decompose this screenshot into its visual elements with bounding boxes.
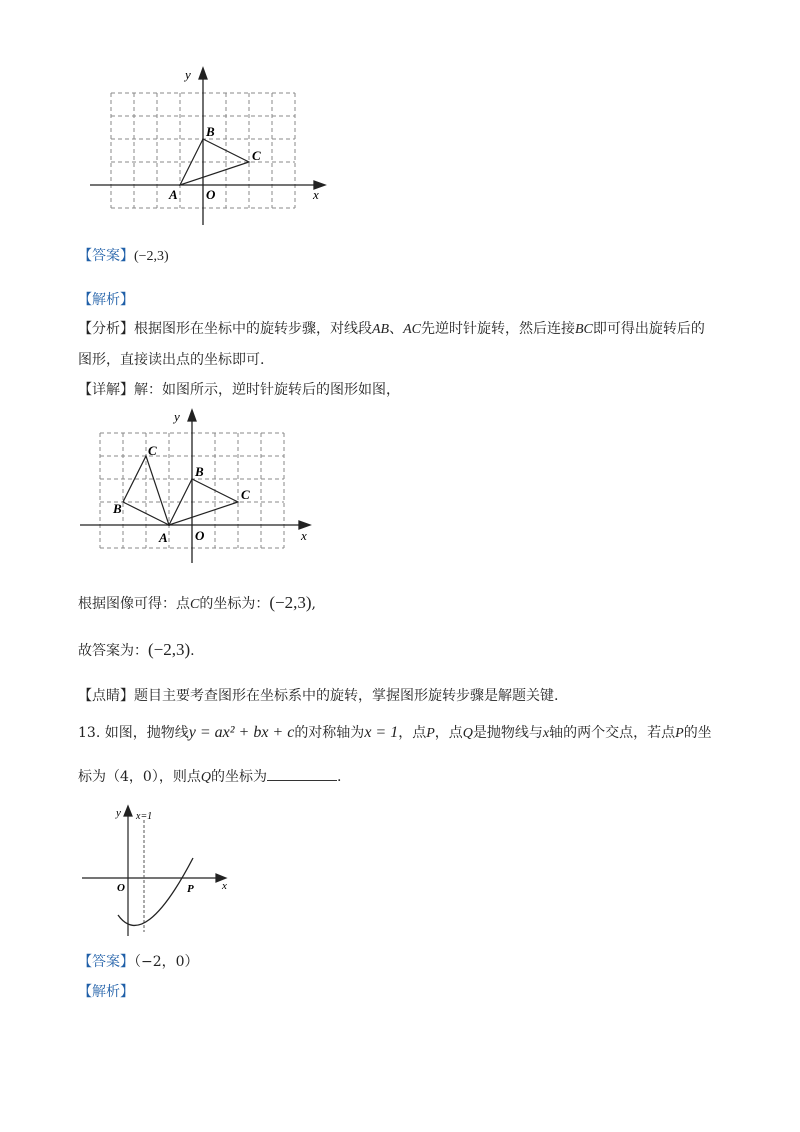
point-c-label: C	[241, 487, 250, 502]
final-answer-value: (−2,3)	[148, 640, 191, 659]
figure-parabola	[80, 800, 240, 940]
result-text: ,	[311, 596, 316, 612]
point-q-var: Q	[462, 726, 473, 741]
xiangjie-text: 解：如图所示，逆时针旋转后的图形如图，	[134, 382, 400, 398]
fenxi-text: 图形，直接读出点的坐标即可.	[78, 352, 265, 368]
question-13-line-2	[78, 766, 341, 788]
parabola-curve	[118, 858, 193, 925]
x-var: x	[542, 726, 550, 741]
y-axis-arrow-icon	[188, 410, 196, 421]
fenxi-text: 根据图形在坐标中的旋转步骤，对线段	[134, 321, 372, 337]
result-text: 根据图像可得：点	[78, 596, 190, 612]
question-13-line-1	[78, 723, 712, 744]
analysis-heading-13	[78, 982, 134, 1002]
question-text: 轴的两个交点，若点	[549, 725, 676, 741]
answer-blank	[267, 766, 337, 781]
y-axis-label: y	[116, 807, 121, 819]
x-axis-label: x	[222, 880, 227, 892]
dianjing-line	[78, 686, 558, 706]
fenxi-tag: 【分析】	[78, 321, 134, 337]
axis-equation: x = 1	[364, 724, 399, 741]
y-axis-arrow-icon	[199, 68, 207, 79]
question-text: ，点	[398, 725, 427, 741]
result-value: (−2,3)	[269, 593, 312, 612]
result-line-2	[78, 640, 195, 661]
answer-tag: 【答案】	[78, 248, 134, 264]
fenxi-text: 即可得出旋转后的	[592, 321, 705, 337]
symmetry-axis-label: x=1	[136, 811, 153, 822]
y-axis-label: y	[185, 67, 191, 82]
analysis-tag: 【解析】	[78, 292, 134, 308]
figure-rotated-triangle	[80, 405, 320, 565]
question-text: 的对称轴为	[294, 725, 365, 741]
fenxi-line-1	[78, 319, 705, 340]
point-c-rotated-label: C	[148, 443, 157, 458]
point-p-label: P	[187, 883, 194, 895]
point-c-label: C	[252, 148, 261, 163]
x-axis-label: x	[313, 187, 319, 202]
figure-original-triangle	[85, 65, 330, 230]
point-b-label: B	[195, 464, 204, 479]
y-axis-arrow-icon	[124, 806, 132, 816]
answer-line-12	[78, 246, 169, 267]
point-q-var: Q	[200, 770, 211, 785]
analysis-heading	[78, 290, 134, 310]
xiangjie-line	[78, 380, 400, 400]
point-a-label: A	[159, 530, 168, 545]
point-a-label: A	[169, 187, 178, 202]
fenxi-line-2	[78, 350, 264, 370]
point-c-var: C	[190, 597, 200, 612]
y-axis-label: y	[174, 409, 180, 424]
result-line-1	[78, 593, 316, 615]
segment-bc: BC	[575, 322, 593, 337]
dianjing-tag: 【点睛】	[78, 688, 134, 704]
segment-ab: AB	[372, 322, 390, 337]
question-number-text: 13. 如图，抛物线	[78, 725, 189, 741]
result-text: 的坐标为：	[199, 596, 270, 612]
point-p-var: P	[675, 726, 684, 741]
point-b-label: B	[206, 124, 215, 139]
answer-value: （−2，0）	[134, 954, 199, 970]
answer-value: (−2,3)	[134, 249, 169, 264]
segment-ac: AC	[403, 322, 421, 337]
result-text: .	[190, 643, 195, 659]
fenxi-text: 、	[389, 321, 404, 337]
answer-tag: 【答案】	[78, 954, 134, 970]
origin-label: O	[195, 528, 205, 543]
question-text: ，点	[434, 725, 463, 741]
point-b-rotated-label: B	[113, 501, 122, 516]
dianjing-text: 题目主要考查图形在坐标系中的旋转，掌握图形旋转步骤是解题关键.	[134, 688, 559, 704]
result-text: 故答案为：	[78, 643, 148, 659]
question-text: 的坐	[683, 725, 712, 741]
question-text: 是抛物线与	[472, 725, 543, 741]
fenxi-text: 先逆时针旋转，然后连接	[421, 321, 575, 337]
answer-line-13	[78, 952, 199, 972]
analysis-tag: 【解析】	[78, 984, 134, 1000]
parabola-equation: y = ax² + bx + c	[188, 724, 295, 741]
origin-label: O	[206, 187, 216, 202]
point-p-var: P	[426, 726, 435, 741]
origin-label: O	[117, 882, 125, 894]
question-text: 标为（4，0），则点	[78, 769, 201, 785]
question-text: 的坐标为	[210, 769, 267, 785]
xiangjie-tag: 【详解】	[78, 382, 134, 398]
question-text: .	[336, 769, 342, 785]
x-axis-label: x	[301, 528, 307, 543]
